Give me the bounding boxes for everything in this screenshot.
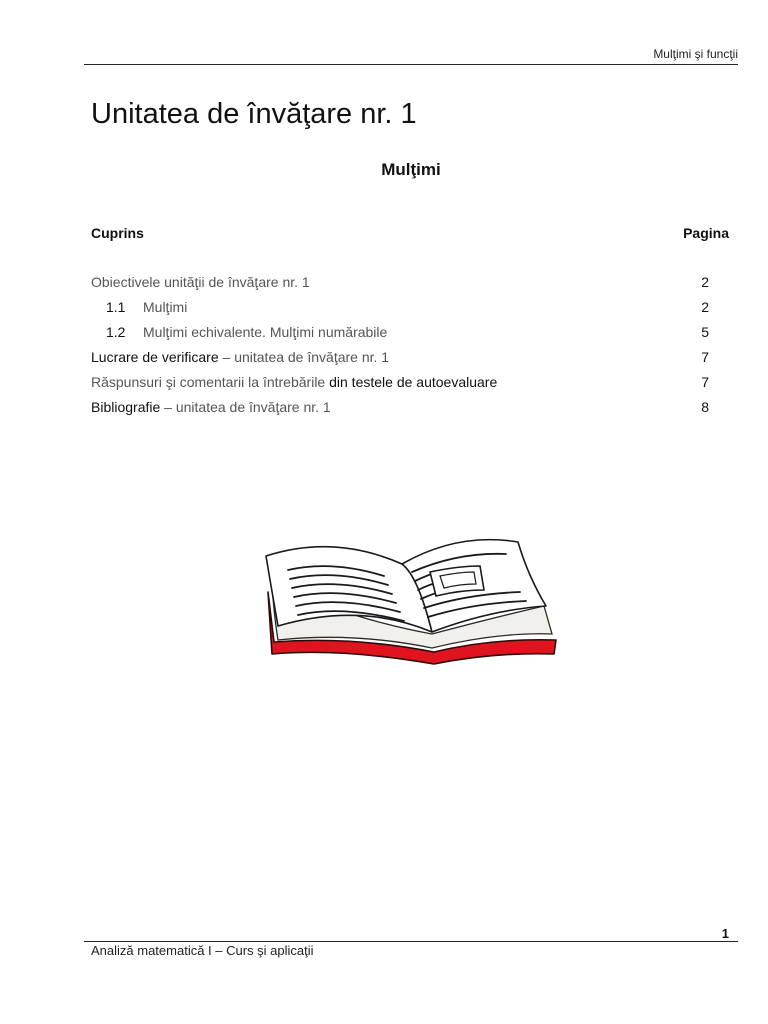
toc-header-page: Pagina <box>683 225 729 241</box>
toc-entry-page: 8 <box>701 399 709 415</box>
toc-row[interactable] <box>91 349 711 374</box>
toc-entry-page: 2 <box>701 299 709 315</box>
running-footer: Analiză matematică I – Curs şi aplicaţii <box>91 943 314 958</box>
toc-row[interactable] <box>91 274 711 299</box>
toc-row[interactable] <box>91 374 711 399</box>
running-header: Mulţimi şi funcţii <box>653 47 738 61</box>
toc-entry-page: 5 <box>701 324 709 340</box>
toc-entry-page: 7 <box>701 374 709 390</box>
toc-entry-label-suffix: – unitatea de învăţare nr. 1 <box>218 349 390 365</box>
toc-entry-label: Obiectivele unităţii de învăţare nr. 1 <box>91 274 310 290</box>
table-of-contents <box>91 274 711 424</box>
toc-row[interactable] <box>91 399 711 424</box>
toc-entry-number: 1.2 <box>106 324 126 340</box>
toc-entry-label: Mulţimi <box>143 299 188 315</box>
page-number: 1 <box>721 926 729 941</box>
toc-row[interactable] <box>91 299 711 324</box>
toc-entry-label-suffix: – unitatea de învăţare nr. 1 <box>160 399 331 415</box>
toc-entry-label: Bibliografie <box>91 399 161 415</box>
toc-entry-label-suffix: din testele de autoevaluare <box>325 374 498 390</box>
open-book-icon <box>262 536 558 672</box>
page-subtitle: Mulţimi <box>381 160 441 179</box>
toc-entry-label: Răspunsuri şi comentarii la întrebările <box>91 374 326 390</box>
toc-entry-number: 1.1 <box>106 299 126 315</box>
footer-rule <box>84 941 738 942</box>
toc-entry-label: Lucrare de verificare <box>91 349 219 365</box>
header-rule <box>84 64 738 65</box>
toc-entry-label: Mulţimi echivalente. Mulţimi numărabile <box>143 324 388 340</box>
toc-row[interactable] <box>91 324 711 349</box>
page-title: Unitatea de învăţare nr. 1 <box>91 98 417 130</box>
toc-entry-page: 2 <box>701 274 709 290</box>
toc-entry-page: 7 <box>701 349 709 365</box>
toc-header-contents: Cuprins <box>91 225 144 241</box>
